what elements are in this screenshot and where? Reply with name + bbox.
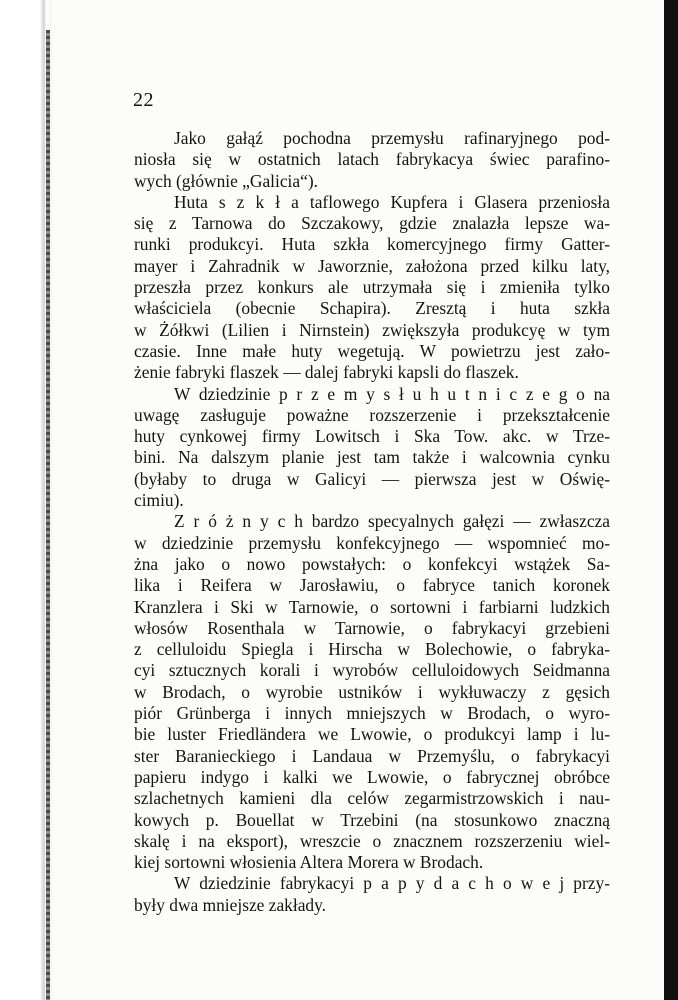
text-line: W dziedzinie fabrykacyi p a p y d a c h o w e j przy- — [174, 873, 610, 894]
text-line: uwagę zasługuje poważne rozszerzenie i przekształcenie — [134, 404, 610, 425]
scan-right-edge — [664, 0, 678, 1000]
text-line: żenie fabryki flaszek — dalej fabryki kapsli do flaszek. — [134, 362, 519, 383]
text-line: piór Grünberga i innych mniejszych w Brodach, o wyro- — [134, 703, 610, 724]
text-line: szlachetnych kamieni dla celów zegarmistrzowskich i nau- — [134, 788, 610, 809]
text-line: w dziedzinie przemysłu konfekcyjnego — wspomnieć mo- — [134, 532, 610, 553]
text-line: bini. Na dalszym planie jest tam także i walcownia cynku — [134, 447, 610, 468]
page-number: 22 — [133, 89, 154, 111]
text-line: bie luster Friedländera we Lwowie, o produkcyi lamp i lu- — [134, 724, 610, 745]
scan-left-edge — [0, 0, 52, 1000]
text-line: w Żółkwi (Lilien i Nirnstein) zwiększyła produkcyę w tym — [134, 319, 610, 340]
text-line: huty cynkowej firmy Lowitsch i Ska Tow. akc. w Trze- — [134, 426, 610, 447]
text-line: w Brodach, o wyrobie ustników i wykłuwaczy z gęsich — [134, 681, 610, 702]
body-text — [134, 128, 610, 916]
text-line: Z r ó ż n y c h bardzo specyalnych gałęzi — zwłaszcza — [174, 511, 610, 532]
text-line: właściciela (obecnie Schapira). Zresztą i huta szkła — [134, 298, 610, 319]
text-line: lika i Reifera w Jarosławiu, o fabryce tanich koronek — [134, 575, 610, 596]
text-line: Huta s z k ł a taflowego Kupfera i Glasera przeniosła — [174, 191, 610, 212]
text-line: kiej sortowni włosienia Altera Morera w Brodach. — [134, 852, 484, 873]
text-line: skalę i na eksport), wreszcie o znacznem rozszerzeniu wiel- — [134, 830, 610, 851]
text-line: wych (głównie „Galicia“). — [134, 170, 318, 191]
text-line: runki produkcyi. Huta szkła komercyjnego firmy Gatter- — [134, 234, 610, 255]
text-line: Kranzlera i Ski w Tarnowie, o sortowni i farbiarni ludzkich — [134, 596, 610, 617]
text-line: się z Tarnowa do Szczakowy, gdzie znalazła lepsze wa- — [134, 213, 610, 234]
text-line: kowych p. Bouellat w Trzebini (na stosunkowo znaczną — [134, 809, 610, 830]
text-line: Jako gałąź pochodna przemysłu rafinaryjnego pod- — [174, 128, 610, 148]
text-line: papieru indygo i kalki we Lwowie, o fabrycznej obróbce — [134, 766, 610, 787]
text-line: niosła się w ostatnich latach fabrykacya świec parafino- — [134, 149, 610, 170]
text-line: mayer i Zahradnik w Jaworznie, założona przed kilku laty, — [134, 255, 610, 276]
text-line: z celluloidu Spiegla i Hirscha w Bolechowie, o fabryka- — [134, 639, 610, 660]
text-line: cyi sztucznych korali i wyrobów celluloidowych Seidmanna — [134, 660, 610, 681]
text-line: W dziedzinie p r z e m y s ł u h u t n i c z e g o na — [174, 383, 610, 404]
text-line: cimiu). — [134, 490, 184, 511]
text-line: przeszła przez konkurs ale utrzymała się i zmieniła tylko — [134, 277, 610, 298]
text-line: włosów Rosenthala w Tarnowie, o fabrykacyi grzebieni — [134, 617, 610, 638]
text-line: czasie. Inne małe huty wegetują. W powietrzu jest zało- — [134, 340, 610, 361]
text-line: żna jako o nowo powstałych: o konfekcyi wstążek Sa- — [134, 553, 610, 574]
text-line: ster Baranieckiego i Landaua w Przemyślu, o fabrykacyi — [134, 745, 610, 766]
text-line: (byłaby to druga w Galicyi — pierwsza jest w Oświę- — [134, 468, 610, 489]
text-line: były dwa mniejsze zakłady. — [134, 894, 327, 915]
